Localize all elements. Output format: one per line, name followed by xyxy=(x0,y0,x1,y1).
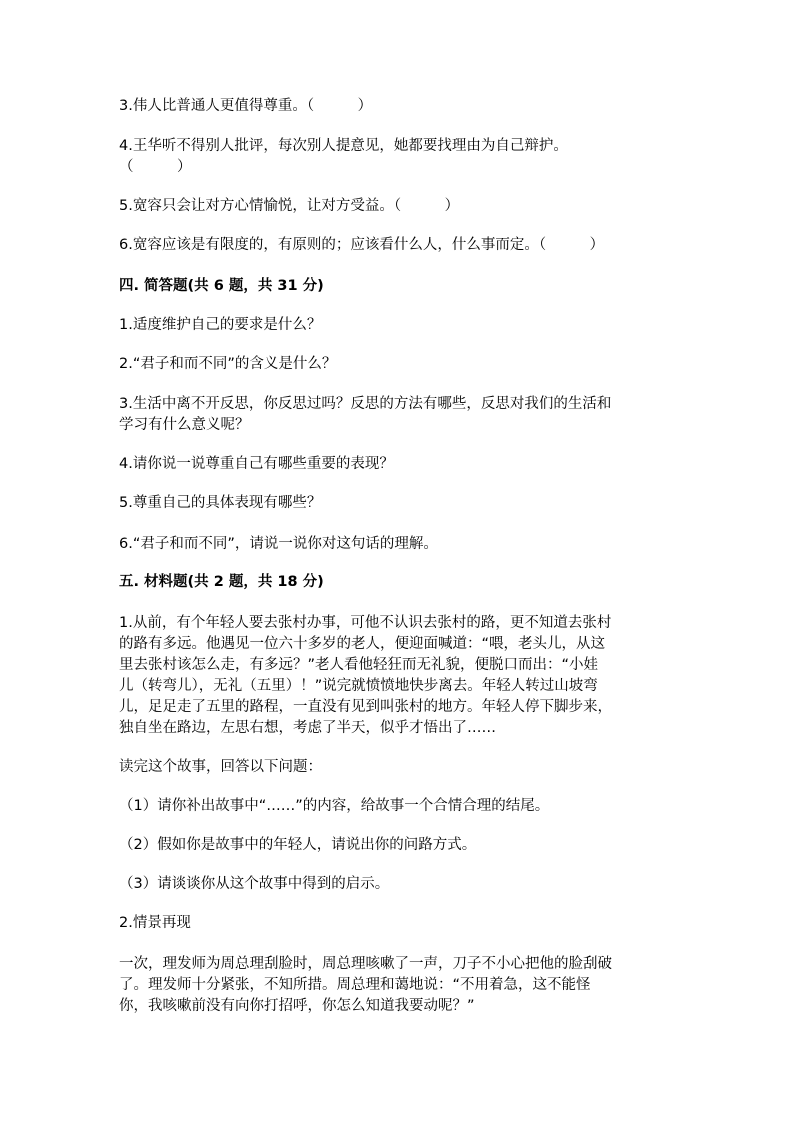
material-1-sub-question-2: （2）假如你是故事中的年轻人，请说出你的问路方式。 xyxy=(119,837,477,853)
material-2-title: 2.情景再现 xyxy=(119,915,191,931)
material-1-line: 1.从前，有个年轻人要去张村办事，可他不认识去张村的路，更不知道去张村 xyxy=(119,615,612,631)
judgement-question-6: 6.宽容应该是有限度的，有原则的；应该看什么人，什么事而定。（ ） xyxy=(119,237,605,253)
material-2-line: 了。理发师十分紧张，不知所措。周总理和蔼地说：“不用着急，这不能怪 xyxy=(119,977,591,993)
material-2-line: 一次，理发师为周总理刮脸时，周总理咳嗽了一声，刀子不小心把他的脸刮破 xyxy=(119,956,612,972)
judgement-question-4: 4.王华听不得别人批评，每次别人提意见，她都要找理由为自己辩护。 xyxy=(119,138,568,154)
material-1-line: 独自坐在路边，左思右想，考虑了半天，似乎才悟出了…… xyxy=(119,720,496,736)
material-1-sub-question-3: （3）请谈谈你从这个故事中得到的启示。 xyxy=(119,876,390,892)
short-answer-question-6: 6.“君子和而不同”，请说一说你对这句话的理解。 xyxy=(119,536,438,552)
judgement-question-3: 3.伟人比普通人更值得尊重。（ ） xyxy=(119,98,373,114)
judgement-question-4-blank: （ ） xyxy=(119,159,192,175)
material-1-line: 里去张村该怎么走，有多远？”老人看他轻狂而无礼貌，便脱口而出：“小娃 xyxy=(119,657,599,673)
short-answer-question-1: 1.适度维护自己的要求是什么？ xyxy=(119,317,322,333)
judgement-question-5: 5.宽容只会让对方心情愉悦，让对方受益。（ ） xyxy=(119,198,460,214)
short-answer-heading: 四. 简答题(共 6 题，共 31 分) xyxy=(119,278,324,294)
material-1-line: 的路有多远。他遇见一位六十多岁的老人，便迎面喊道：“喂，老头儿，从这 xyxy=(119,636,606,652)
material-1-prompt: 读完这个故事，回答以下问题： xyxy=(119,759,322,775)
material-heading: 五. 材料题(共 2 题，共 18 分) xyxy=(119,574,324,590)
short-answer-question-2: 2.“君子和而不同”的含义是什么？ xyxy=(119,356,337,372)
material-2-line: 你，我咳嗽前没有向你打招呼，你怎么知道我要动呢？” xyxy=(119,998,475,1014)
short-answer-question-3-line-1: 3.生活中离不开反思，你反思过吗？反思的方法有哪些，反思对我们的生活和 xyxy=(119,396,612,412)
material-1-line: 儿（转弯儿），无礼（五里）！”说完就愤愤地快步离去。年轻人转过山坡弯 xyxy=(119,678,598,694)
material-1-line: 儿，足足走了五里的路程，一直没有见到叫张村的地方。年轻人停下脚步来， xyxy=(119,699,612,715)
short-answer-question-3-line-2: 学习有什么意义呢？ xyxy=(119,417,250,433)
short-answer-question-4: 4.请你说一说尊重自己有哪些重要的表现？ xyxy=(119,456,394,472)
short-answer-question-5: 5.尊重自己的具体表现有哪些？ xyxy=(119,495,322,511)
material-1-sub-question-1: （1）请你补出故事中“……”的内容，给故事一个合情合理的结尾。 xyxy=(119,798,550,814)
